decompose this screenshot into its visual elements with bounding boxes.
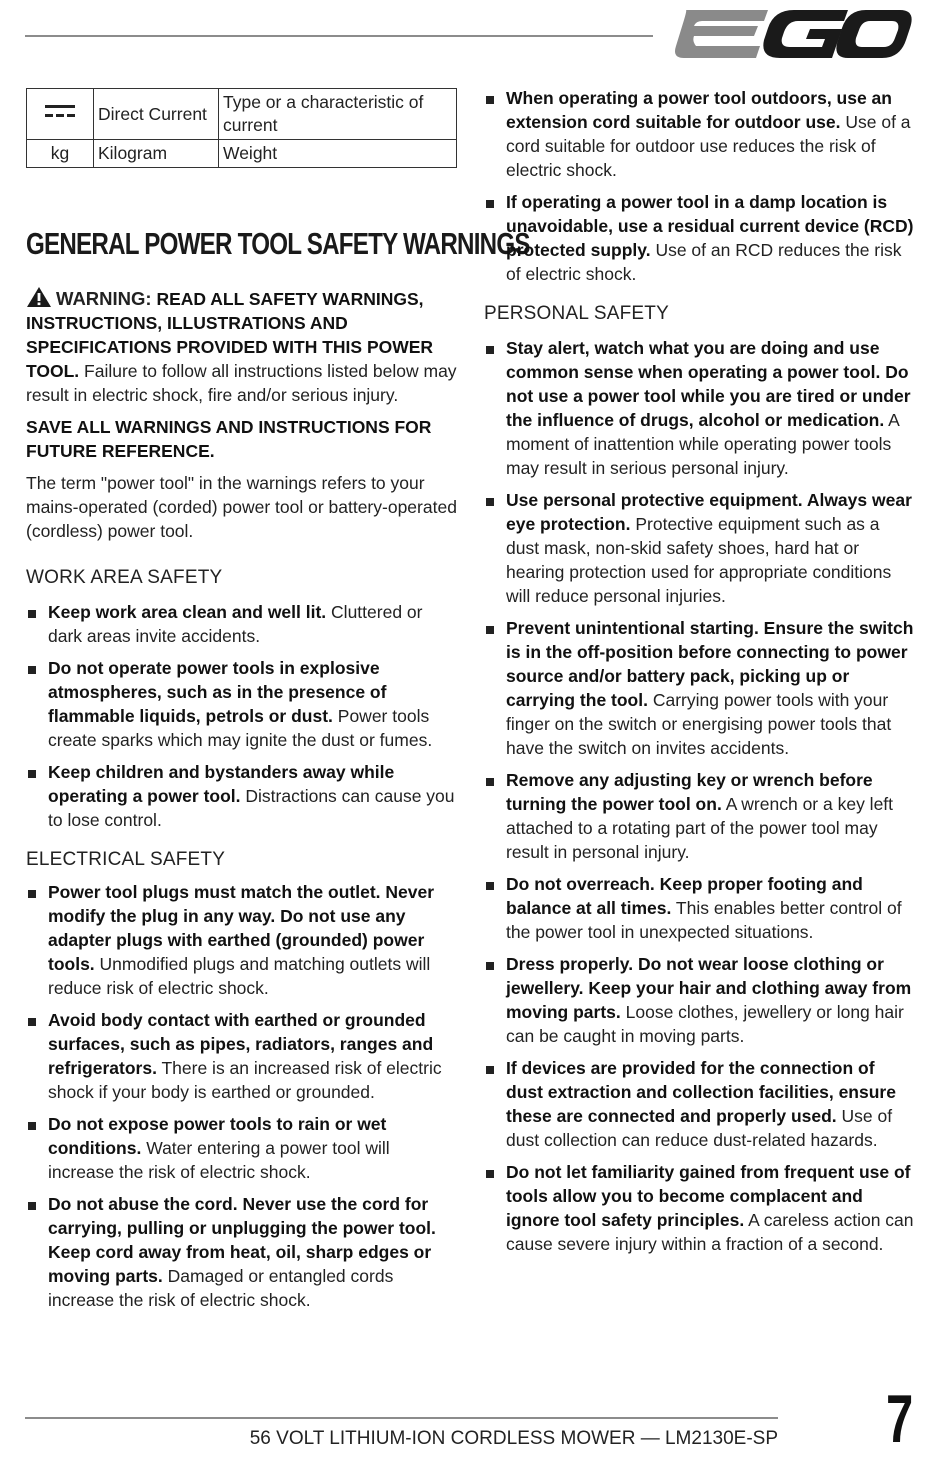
header-rule (25, 35, 653, 37)
section-title: GENERAL POWER TOOL SAFETY WARNINGS (26, 226, 530, 261)
work-area-list (26, 600, 458, 832)
page-number: 7 (886, 1381, 914, 1457)
table-row (27, 89, 457, 140)
list-item: Do not let familiarity gained from frequent use of tools allow you to become complacent and ignore tool safety principles. A careless action can cause severe injury within a fraction of a second. (484, 1160, 916, 1256)
list-item: Keep children and bystanders away while operating a power tool. Distractions can cause you to lose control. (26, 760, 458, 832)
symbols-table (26, 88, 457, 168)
list-item: Avoid body contact with earthed or grounded surfaces, such as pipes, radiators, ranges and refrigerators. There is an increased risk of electric shock if your body is earthed or grounded. (26, 1008, 458, 1104)
electrical-heading: ELECTRICAL SAFETY (26, 849, 226, 870)
list-item: Remove any adjusting key or wrench before turning the power tool on. A wrench or a key left attached to a rotating part of the power tool may result in personal injury. (484, 768, 916, 864)
electrical-list-left (26, 880, 458, 1312)
list-item: Do not overreach. Keep proper footing and balance at all times. This enables better control of the power tool in unexpected situations. (484, 872, 916, 944)
electrical-list-right (484, 86, 916, 286)
warning-bold-text: READ ALL SAFETY WARNINGS, INSTRUCTIONS, ILLUSTRATIONS AND SPECIFICATIONS PROVIDED WITH THIS POWER TOOL. (26, 289, 434, 381)
list-item: If devices are provided for the connection of dust extraction and collection facilities, ensure these are connected and properly used. Use of dust collection can reduce dust-related hazards. (484, 1056, 916, 1152)
footer-title: 56 VOLT LITHIUM-ION CORDLESS MOWER — LM2130E-SP (249, 1428, 778, 1449)
list-item: Do not operate power tools in explosive atmospheres, such as in the presence of flammable liquids, petrols or dust. Power tools create sparks which may ignite the dust or fumes. (26, 656, 458, 752)
direct-current-icon (45, 102, 75, 120)
list-item: Stay alert, watch what you are doing and use common sense when operating a power tool. Do not use a power tool while you are tired or under the influence of drugs, alcohol or medication. A moment of inattention while operating power tools may result in serious personal injury. (484, 336, 916, 480)
direct-current-symbol-cell (27, 89, 94, 140)
work-area-heading: WORK AREA SAFETY (26, 567, 223, 588)
ego-logo (672, 8, 914, 62)
warning-label: WARNING: (56, 288, 152, 309)
list-item: Dress properly. Do not wear loose clothing or jewellery. Keep your hair and clothing away from moving parts. Loose clothes, jewellery or long hair can be caught in moving parts. (484, 952, 916, 1048)
personal-heading: PERSONAL SAFETY (484, 303, 669, 324)
symbol-name: Kilogram (94, 140, 219, 168)
list-item: Power tool plugs must match the outlet. Never modify the plug in any way. Do not use any adapter plugs with earthed (grounded) power tools. Unmodified plugs and matching outlets will reduce risk of electric shock. (26, 880, 458, 1000)
symbol-meaning: Type or a characteristic of current (219, 89, 457, 140)
table-row (27, 140, 457, 168)
list-item: Prevent unintentional starting. Ensure the switch is in the off-position before connecting to power source and/or battery pack, picking up or carrying the tool. Carrying power tools with your finger on the switch or energising power tools that have the switch on invites accidents. (484, 616, 916, 760)
symbol-name: Direct Current (94, 89, 219, 140)
list-item: Do not abuse the cord. Never use the cord for carrying, pulling or unplugging the power tool. Keep cord away from heat, oil, sharp edges or moving parts. Damaged or entangled cords increase the risk of electric shock. (26, 1192, 458, 1312)
term-definition: The term "power tool" in the warnings refers to your mains-operated (corded) power tool or battery-operated (cordless) power tool. (26, 473, 457, 541)
list-item: Do not expose power tools to rain or wet conditions. Water entering a power tool will increase the risk of electric shock. (26, 1112, 458, 1184)
save-notice: SAVE ALL WARNINGS AND INSTRUCTIONS FOR FUTURE REFERENCE. (26, 417, 432, 461)
list-item: Use personal protective equipment. Always wear eye protection. Protective equipment such as a dust mask, non-skid safety shoes, hard hat or hearing protection used for appropriate conditions will reduce personal injuries. (484, 488, 916, 608)
personal-list (484, 336, 916, 1256)
footer-rule (25, 1417, 778, 1419)
warning-triangle-icon (26, 286, 52, 308)
warning-text: Failure to follow all instructions listed below may result in electric shock, fire and/or serious injury. (26, 361, 457, 405)
symbol-cell: kg (27, 140, 94, 168)
list-item: If operating a power tool in a damp location is unavoidable, use a residual current device (RCD) protected supply. Use of an RCD reduces the risk of electric shock. (484, 190, 916, 286)
list-item: When operating a power tool outdoors, use an extension cord suitable for outdoor use. Use of a cord suitable for outdoor use reduces the risk of electric shock. (484, 86, 916, 182)
list-item: Keep work area clean and well lit. Cluttered or dark areas invite accidents. (26, 600, 458, 648)
symbol-meaning: Weight (219, 140, 457, 168)
warning-paragraph (26, 286, 458, 407)
